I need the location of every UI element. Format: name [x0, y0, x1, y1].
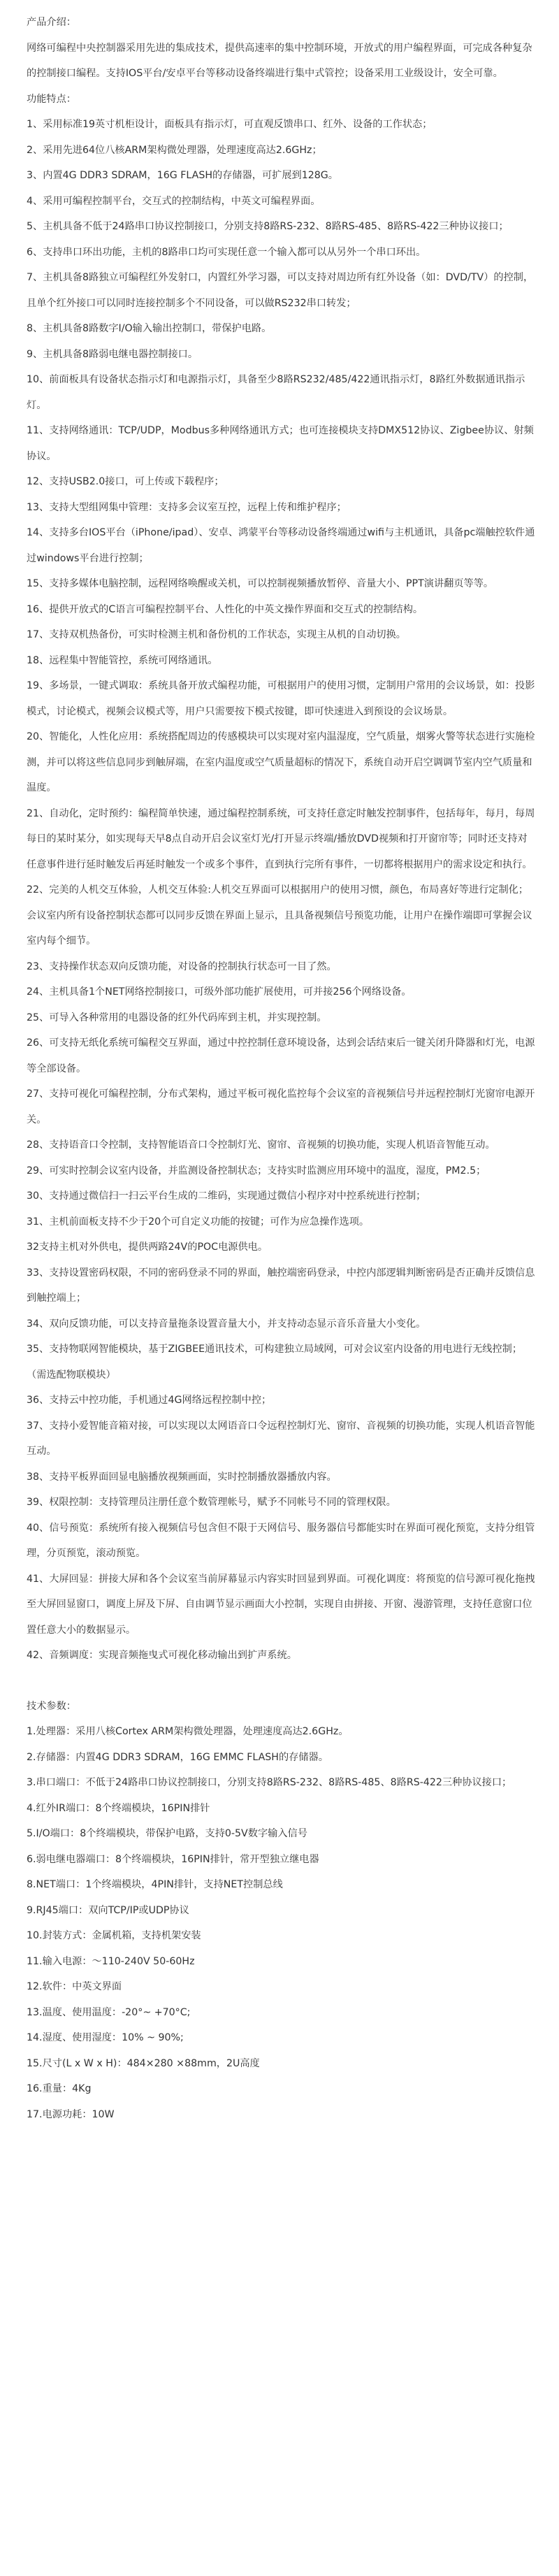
- spec-item: 5.I/O端口：8个终端模块，带保护电路，支持0-5V数字输入信号: [27, 1828, 307, 1839]
- spec-item: 1.处理器：采用八核Cortex ARM架构微处理器，处理速度高达2.6GHz。: [27, 1726, 349, 1737]
- specs-section: [27, 1694, 537, 2128]
- feature-item: 12、支持USB2.0接口，可上传或下载程序；: [27, 476, 224, 487]
- features-section: [27, 87, 537, 1669]
- feature-item: 37、支持小爱智能音箱对接，可以实现以太网语音口令远程控制灯光、窗帘、音视频的切换功能，实现人机语音智能互动。: [27, 1420, 535, 1457]
- feature-item: 15、支持多媒体电脑控制，远程网络唤醒或关机，可以控制视频播放暂停、音量大小、PPT演讲翻页等等。: [27, 578, 494, 589]
- spec-item: 14.湿度、使用湿度：10% ~ 90%;: [27, 2032, 184, 2043]
- feature-item: 39、权限控制：支持管理员注册任意个数管理帐号，赋予不同帐号不同的管理权限。: [27, 1497, 396, 1508]
- intro-section: [27, 10, 537, 87]
- feature-item: 31、主机前面板支持不少于20个可自定义功能的按键；可作为应急操作选项。: [27, 1216, 370, 1228]
- feature-item: 28、支持语音口令控制，支持智能语音口令控制灯光、窗帘、音视频的切换功能，实现人机语音智能互动。: [27, 1139, 495, 1151]
- feature-item: 14、支持多台IOS平台（iPhone/ipad）、安卓、鸿蒙平台等移动设备终端通过wifi与主机通讯，具备pc端触控软件通过windows平台进行控制；: [27, 527, 535, 564]
- feature-item: 25、可导入各种常用的电器设备的红外代码库到主机，并实现控制。: [27, 1012, 327, 1023]
- feature-item: 3、内置4G DDR3 SDRAM，16G FLASH的存储器，可扩展到128G。: [27, 170, 338, 181]
- feature-item: 38、支持平板界面回显电脑播放视频画面，实时控制播放器播放内容。: [27, 1471, 337, 1483]
- feature-item: 8、主机具备8路数字I/O输入输出控制口，带保护电路。: [27, 323, 272, 334]
- feature-item: 33、支持设置密码权限，不同的密码登录不同的界面，触控端密码登录，中控内部逻辑判断密码是否正确并反馈信息到触控端上；: [27, 1267, 535, 1304]
- feature-item: 2、采用先进64位八核ARM架构微处理器，处理速度高达2.6GHz；: [27, 144, 322, 156]
- spec-item: 4.红外IR端口：8个终端模块，16PIN排针: [27, 1802, 210, 1814]
- feature-item: 19、多场景，一键式调取：系统具备开放式编程功能，可根据用户的使用习惯，定制用户常用的会议场景，如：投影模式，讨论模式，视频会议模式等，用户只需要按下模式按键，即可快速进入到预设的会议场景。: [27, 680, 535, 717]
- spec-item: 11.输入电源：～110-240V 50-60Hz: [27, 1955, 195, 1967]
- spec-item: 16.重量：4Kg: [27, 2083, 92, 2094]
- specs-list: [27, 1719, 537, 2127]
- feature-item: 40、信号预览：系统所有接入视频信号包含但不限于天网信号、服务器信号都能实时在界面可视化预览，支持分组管理，分页预览，滚动预览。: [27, 1522, 535, 1559]
- feature-item: 1、采用标准19英寸机柜设计，面板具有指示灯，可直观反馈串口、红外、设备的工作状态；: [27, 119, 433, 130]
- feature-item: 34、双向反馈功能，可以支持音量拖条设置音量大小，并支持动态显示音乐音量大小变化。: [27, 1318, 426, 1330]
- feature-item: 7、主机具备8路独立可编程红外发射口，内置红外学习器，可以支持对周边所有红外设备（如：DVD/TV）的控制，且单个红外接口可以同时连接控制多个不同设备，可以做RS232串口转发；: [27, 272, 534, 309]
- feature-item: 11、支持网络通讯：TCP/UDP，Modbus多种网络通讯方式；也可连接模块支持DMX512协议、Zigbee协议、射频协议。: [27, 425, 534, 462]
- feature-item: 18、远程集中智能管控，系统可网络通讯。: [27, 654, 218, 666]
- feature-item: 20、智能化，人性化应用：系统搭配周边的传感模块可以实现对室内温湿度，空气质量，烟雾火警等状态进行实施检测，并可以将这些信息同步到触屏端，在室内温度或空气质量超标的情况下，系统自动开启空调调节室内空气质量和温度。: [27, 731, 535, 793]
- spec-item: 10.封装方式：金属机箱，支持机架安装: [27, 1930, 201, 1941]
- spec-item: 2.存储器：内置4G DDR3 SDRAM，16G EMMC FLASH的存储器。: [27, 1751, 328, 1763]
- section-spacer: [27, 1669, 537, 1694]
- specs-heading: 技术参数：: [27, 1700, 76, 1712]
- feature-item: 21、自动化，定时预约：编程简单快速，通过编程控制系统，可支持任意定时触发控制事件，包括每年，每月，每周每日的某时某分，如实现每天早8点自动开启会议室灯光/打开显示终端/播放DVD视频和打开窗帘等；同时还支持对任意事件进行延时触发后再延时触发一个或多个事件，直到执行完所有事件，一切都将根据用户的需求设定和执行。: [27, 807, 535, 870]
- feature-item: 5、主机具备不低于24路串口协议控制接口，分别支持8路RS-232、8路RS-485、8路RS-422三种协议接口；: [27, 221, 509, 232]
- feature-item: 10、前面板具有设备状态指示灯和电源指示灯，具备至少8路RS232/485/422通讯指示灯，8路红外数据通讯指示灯。: [27, 374, 525, 411]
- spec-item: 9.RJ45端口：双向TCP/IP或UDP协议: [27, 1904, 189, 1916]
- feature-item: 4、采用可编程控制平台，交互式的控制结构，中英文可编程界面。: [27, 195, 321, 207]
- feature-item: 13、支持大型组网集中管理：支持多会议室互控，远程上传和维护程序；: [27, 501, 347, 513]
- spec-item: 6.弱电继电器端口：8个终端模块，16PIN排针，常开型独立继电器: [27, 1853, 319, 1865]
- features-heading: 功能特点：: [27, 93, 76, 105]
- feature-item: 29、可实时控制会议室内设备，并监测设备控制状态；支持实时监测应用环境中的温度，湿度，PM2.5；: [27, 1165, 486, 1177]
- feature-item: 6、支持串口环出功能，主机的8路串口均可实现任意一个输入都可以从另外一个串口环出。: [27, 246, 426, 258]
- feature-item: 36、支持云中控功能，手机通过4G网络远程控制中控；: [27, 1395, 272, 1406]
- spec-item: 8.NET端口：1个终端模块，4PIN排针，支持NET控制总线: [27, 1879, 283, 1890]
- spec-item: 13.温度、使用温度：-20°~ +70°C;: [27, 2006, 191, 2018]
- intro-heading: 产品介绍：: [27, 17, 76, 28]
- spec-item: 12.软件：中英文界面: [27, 1981, 122, 1992]
- spec-item: 17.电源功耗：10W: [27, 2108, 115, 2120]
- feature-item: 32支持主机对外供电，提供两路24V的POC电源供电。: [27, 1242, 268, 1253]
- feature-item: 27、支持可视化可编程控制，分布式架构，通过平板可视化监控每个会议室的音视频信号并远程控制灯光窗帘电源开关。: [27, 1088, 535, 1125]
- spec-item: 15.尺寸(L x W x H)：484×280 ×88mm，2U高度: [27, 2057, 260, 2069]
- feature-item: 23、支持操作状态双向反馈功能，对设备的控制执行状态可一目了然。: [27, 960, 337, 972]
- feature-item: 35、支持物联网智能模块，基于ZIGBEE通讯技术，可构建独立局域网，可对会议室内设备的用电进行无线控制；（需选配物联模块）: [27, 1344, 523, 1381]
- feature-item: 42、音频调度：实现音频拖曳式可视化移动输出到扩声系统。: [27, 1650, 297, 1661]
- feature-item: 9、主机具备8路弱电继电器控制接口。: [27, 348, 198, 360]
- spec-item: 3.串口端口：不低于24路串口协议控制接口，分别支持8路RS-232、8路RS-485、8路RS-422三种协议接口；: [27, 1777, 512, 1788]
- feature-item: 17、支持双机热备份，可实时检测主机和备份机的工作状态，实现主从机的自动切换。: [27, 629, 406, 640]
- feature-item: 24、主机具备1个NET网络控制接口，可级外部功能扩展使用，可并接256个网络设备。: [27, 986, 412, 998]
- feature-item: 16、提供开放式的C语言可编程控制平台、人性化的中英文操作界面和交互式的控制结构。: [27, 603, 423, 615]
- intro-paragraph: 网络可编程中央控制器采用先进的集成技术，提供高速率的集中控制环境，开放式的用户编程界面，可完成各种复杂的控制接口编程。支持IOS平台/安卓平台等移动设备终端进行集中式管控；设备采用工业级设计，安全可靠。: [27, 42, 532, 79]
- feature-item: 30、支持通过微信扫一扫云平台生成的二维码，实现通过微信小程序对中控系统进行控制；: [27, 1190, 426, 1202]
- features-list: [27, 112, 537, 1669]
- feature-item: 41、大屏回显：拼接大屏和各个会议室当前屏幕显示内容实时回显到界面。可视化调度：将预览的信号源可视化拖拽至大屏回显窗口，调度上屏及下屏、自由调节显示画面大小控制，实现自由拼接、开窗、漫游管理，支持任意窗口位置任意大小的数据显示。: [27, 1573, 535, 1636]
- feature-item: 22、完美的人机交互体验，人机交互体验:人机交互界面可以根据用户的使用习惯，颜色，布局喜好等进行定制化；会议室内所有设备控制状态都可以同步反馈在界面上显示，且具备视频信号预览功能，让用户在操作端即可掌握会议室内每个细节。: [27, 884, 532, 947]
- feature-item: 26、可支持无纸化系统可编程交互界面，通过中控控制任意环境设备，达到会话结束后一键关闭升降器和灯光，电源等全部设备。: [27, 1037, 535, 1074]
